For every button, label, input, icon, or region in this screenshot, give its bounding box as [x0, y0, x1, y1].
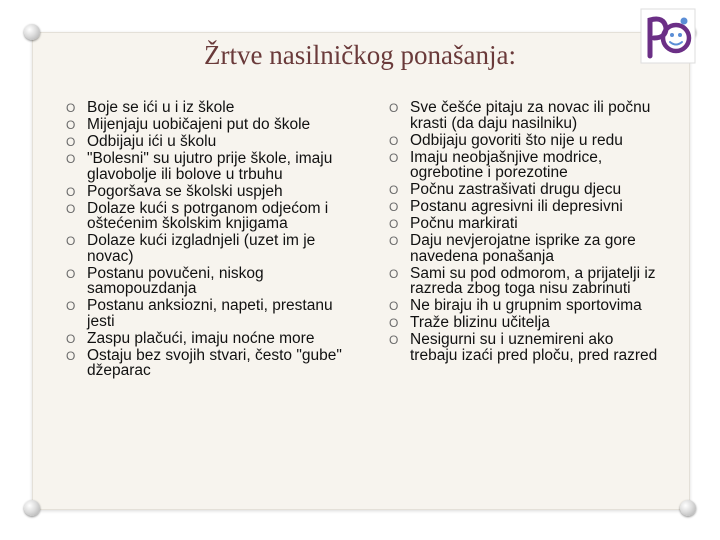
list-item: [389, 199, 659, 215]
list-item-text: Sami su pod odmorom, a prijatelji iz razreda zbog toga nisu zabrinuti: [410, 264, 656, 297]
list-item-text: Imaju neobjašnjive modrice, ogrebotine i porezotine: [410, 148, 603, 181]
list-item-text: Dolaze kući s potrganom odjećom i oštećenim školskim knjigama: [87, 199, 329, 232]
bullet-icon: O: [66, 135, 76, 149]
list-item: [66, 184, 351, 200]
bullet-icon: O: [389, 299, 399, 313]
pushpin-icon: [24, 24, 40, 40]
bullet-icon: O: [66, 331, 76, 346]
bullet-icon: O: [389, 333, 399, 347]
list-item-text: "Bolesni" su ujutro prije škole, imaju glavobolje ili bolove u trbuhu: [87, 150, 333, 183]
list-item-text: Dolaze kući izgladnjeli (uzet im je novac): [87, 232, 316, 265]
list-item-text: Postanu povučeni, niskog samopouzdanja: [87, 264, 264, 297]
list-item-text: Mijenjaju uobičajeni put do škole: [87, 116, 311, 133]
bullet-icon: O: [66, 299, 76, 313]
list-item: [389, 150, 659, 181]
list-item: [66, 134, 351, 150]
list-item-text: Ne biraju ih u grupnim sportovima: [410, 297, 642, 314]
bullet-icon: O: [66, 201, 76, 216]
bullet-icon: O: [389, 133, 399, 148]
list-item: [66, 117, 351, 133]
bullet-icon: O: [66, 266, 76, 281]
pushpin-icon: [680, 500, 696, 516]
list-item: [389, 133, 659, 149]
list-item-text: Odbijaju govoriti što nije u redu: [410, 131, 623, 149]
bullet-icon: O: [389, 200, 399, 214]
list-item: [66, 100, 351, 116]
list-item: [389, 182, 659, 198]
list-item: [389, 100, 659, 131]
bullet-icon: O: [66, 152, 76, 166]
list-item: [389, 216, 659, 232]
list-item: [389, 266, 659, 297]
bullet-icon: O: [66, 184, 76, 199]
list-item-text: Daju nevjerojatne isprike za gore navedena ponašanja: [410, 232, 636, 265]
list-item: [66, 348, 351, 379]
left-bullet-list: [66, 100, 351, 380]
list-item-text: Odbijaju ići u školu: [87, 133, 217, 150]
list-item-text: Postanu anksiozni, napeti, prestanu jesti: [87, 297, 333, 330]
bullet-icon: O: [389, 150, 399, 165]
list-item-text: Boje se ići u i iz škole: [87, 99, 235, 116]
list-item-text: Nesigurni su i uznemireni ako trebaju izaći pred ploču, pred razred: [410, 331, 658, 364]
bullet-icon: O: [389, 316, 399, 330]
slide-title: Žrtve nasilničkog ponašanja:: [204, 40, 516, 70]
bullet-icon: O: [389, 266, 399, 281]
bullet-icon: O: [66, 234, 76, 248]
list-item-text: Traže blizinu učitelja: [410, 314, 550, 331]
right-bullet-list: [389, 100, 659, 365]
list-item-text: Pogoršava se školski uspjeh: [87, 182, 283, 200]
list-item-text: Počnu zastrašivati drugu djecu: [410, 181, 622, 198]
list-item: [66, 233, 351, 264]
list-item: [389, 233, 659, 264]
bullet-icon: O: [66, 101, 76, 115]
pushpin-icon: [24, 500, 40, 516]
list-item-text: Ostaju bez svojih stvari, često "gube" džeparac: [87, 346, 342, 379]
list-item: [66, 331, 351, 347]
list-item-text: Postanu agresivni ili depresivni: [410, 198, 623, 215]
list-item: [66, 298, 351, 329]
list-item: [66, 266, 351, 297]
bullet-icon: O: [66, 118, 76, 132]
bullet-icon: O: [389, 217, 399, 231]
bullet-icon: O: [389, 234, 399, 248]
bullet-icon: O: [389, 101, 399, 115]
bullet-icon: O: [66, 348, 76, 363]
bullet-icon: O: [389, 183, 399, 197]
list-item: [389, 298, 659, 314]
list-item: [389, 315, 659, 331]
list-item-text: Počnu markirati: [410, 215, 518, 232]
list-item: [66, 151, 351, 182]
list-item: [66, 201, 351, 232]
list-item-text: Sve češće pitaju za novac ili počnu krasti (da daju nasilniku): [410, 99, 651, 132]
list-item: [389, 332, 659, 363]
list-item-text: Zaspu plačući, imaju noćne more: [87, 329, 315, 347]
